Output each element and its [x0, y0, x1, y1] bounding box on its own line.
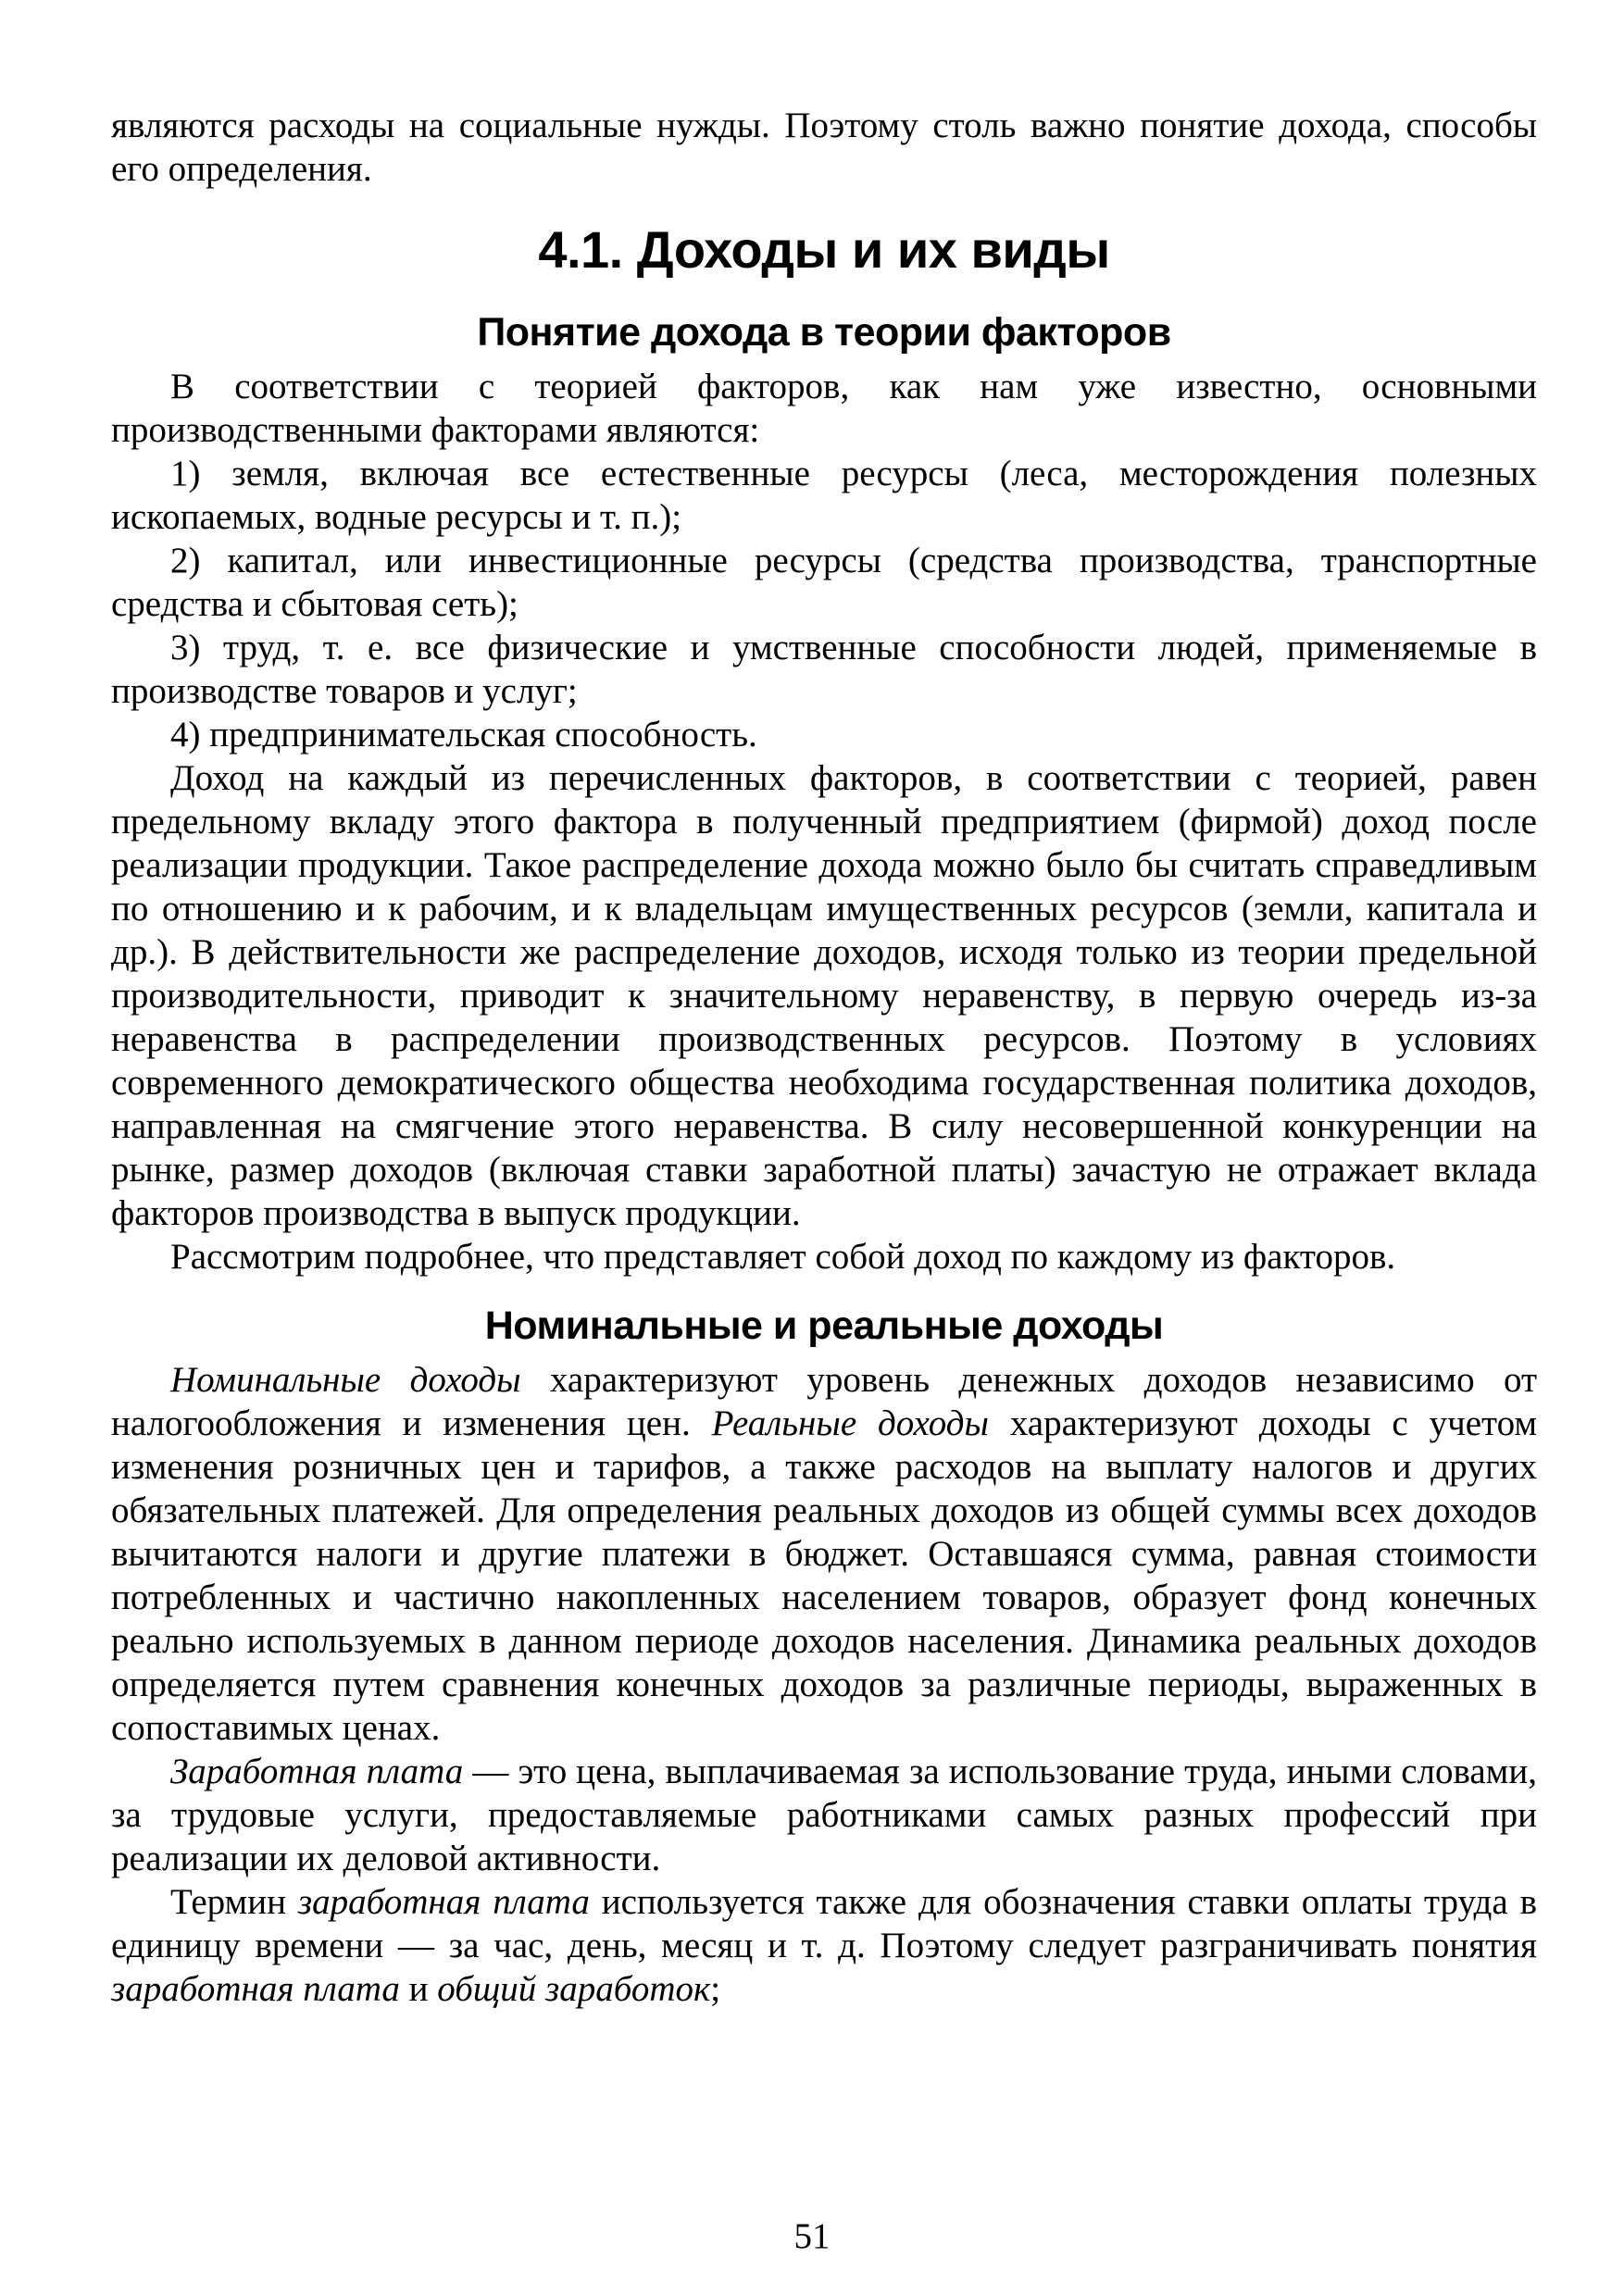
real-income-text: характеризуют доходы с учетом изменения розничных цен и тарифов, а также расходов на выплату налогов и других обязательных платежей. Для определения реальных доходов из общей суммы всех доходов вычитаются налоги и другие платежи в бюджет. Оставшаяся сумма, равная стоимости потребленных и частично накопленных населением товаров, образует фонд конечных реально используемых в данном периоде доходов населения. Динамика реальных доходов определяется путем сравнения конечных доходов за различные периоды, выраженных в сопоставимых ценах.: [111, 1403, 1538, 1748]
wage-term-text-1: Термин: [170, 1882, 298, 1922]
wage-definition-text: — это цена, выплачиваемая за использование труда, иными словами, за трудовые услуги, предоставляемые работниками самых разных профессий при реализации их деловой активности.: [111, 1752, 1537, 1878]
list-item-capital: 2) капитал, или инвестиционные ресурсы (средства производства, транспортные средства и сбытовая сеть);: [111, 541, 1537, 624]
term-nominal-income: Номинальные доходы: [170, 1360, 521, 1400]
term-wage-3: заработная плата: [111, 1969, 400, 2009]
term-real-income: Реальные доходы: [711, 1403, 989, 1443]
wage-term-text-2: используется также для обозначения ставки оплаты труда в единицу времени — за час, день, месяц и т. д. Поэтому следует разграничивать понятия: [111, 1882, 1537, 1965]
wage-definition-paragraph: [111, 1750, 1537, 1880]
intro-paragraph: являются расходы на социальные нужды. Поэтому столь важно понятие дохода, способы его определения.: [111, 106, 1537, 189]
list-item-land: 1) земля, включая все естественные ресурсы (леса, месторождения полезных ископаемых, водные ресурсы и т. п.);: [111, 454, 1537, 537]
term-total-earnings: общий заработок: [437, 1969, 711, 2009]
page-number: 51: [793, 2216, 831, 2256]
wage-term-text-3: и: [399, 1969, 438, 2009]
page-body: [111, 104, 1537, 2011]
income-distribution-paragraph: Доход на каждый из перечисленных факторов, в соответствии с теорией, равен предельному вкладу этого фактора в полученный предприятием (фирмой) доход после реализации продукции. Такое распределение дохода можно было бы считать справедливым по отношению и к рабочим, и к владельцам имущественных ресурсов (земли, капитала и др.). В действительности же распределение доходов, исходя только из теории предельной производительности, приводит к значительному неравенству, в первую очередь из-за неравенства в распределении производственных ресурсов. Поэтому в условиях современного демократического общества необходима государственная политика доходов, направленная на смягчение этого неравенства. В силу несовершенной конкуренции на рынке, размер доходов (включая ставки заработной платы) зачастую не отражает вклада факторов производства в выпуск продукции.: [111, 758, 1537, 1233]
chapter-title: 4.1. Доходы и их виды: [538, 220, 1110, 279]
section-heading-nominal-real: Номинальные и реальные доходы: [484, 1303, 1164, 1348]
consider-factors-paragraph: Рассмотрим подробнее, что представляет собой доход по каждому из факторов.: [170, 1237, 1396, 1277]
factors-intro-paragraph: В соответствии с теорией факторов, как нам уже известно, основными производственными факторами являются:: [111, 367, 1537, 450]
nominal-income-text: характеризуют уровень денежных доходов независимо от налогообложения и изменения цен.: [111, 1360, 1537, 1443]
wage-term-text-4: ;: [710, 1969, 721, 2009]
term-wage: Заработная плата: [170, 1752, 464, 1791]
wage-term-paragraph: [111, 1880, 1537, 2011]
list-item-labor: 3) труд, т. е. все физические и умственные способности людей, применяемые в производстве товаров и услуг;: [111, 628, 1537, 711]
section-heading-factor-theory: Понятие дохода в теории факторов: [477, 310, 1171, 355]
term-wage-2: заработная плата: [297, 1882, 590, 1922]
list-item-entrepreneurship: 4) предпринимательская способность.: [170, 715, 757, 755]
nominal-real-paragraph: [111, 1358, 1537, 1750]
